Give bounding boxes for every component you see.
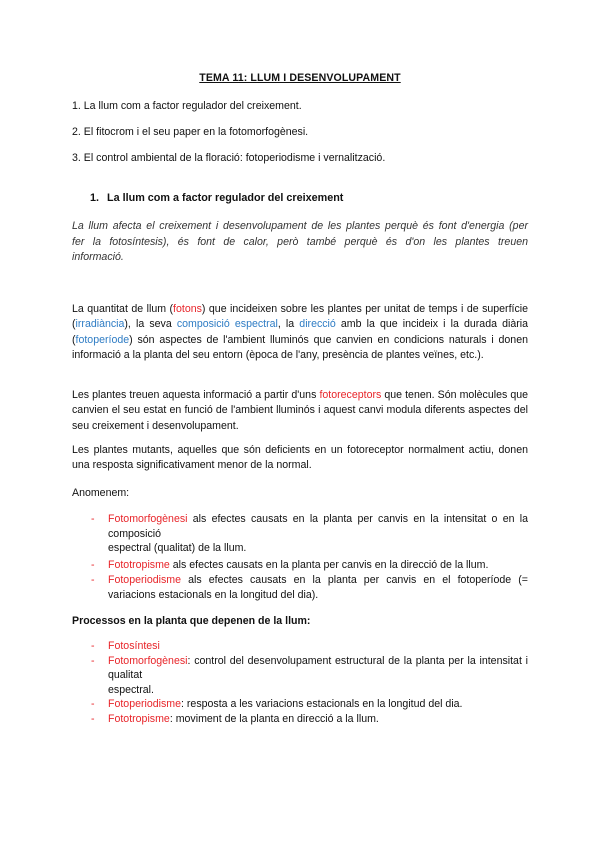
text-run: que tenen. Són molècules que canvien el seu estat en funció de l'ambient lluminós i aquest canvi modula diferents aspectes del seu creixement i desenvolupament.: [72, 389, 529, 432]
paragraph-photoreceptors: [72, 388, 528, 434]
process-text: : moviment de la planta en direcció a la llum.: [169, 712, 379, 725]
toc-item-3: 3. El control ambiental de la floració: fotoperiodisme i vernalització.: [72, 152, 386, 164]
anomenem-label: Anomenem:: [72, 487, 130, 499]
text-run: amb la que incideix i la durada diària (: [72, 318, 528, 346]
term-fototropisme: Fototropisme: [108, 558, 170, 571]
process-continuation: espectral.: [108, 683, 154, 696]
dash-bullet: -: [91, 513, 95, 525]
text-run: La quantitat de llum (: [72, 303, 174, 315]
list-item: [91, 712, 528, 727]
text-run: Les plantes treuen aquesta informació a partir d'uns: [72, 389, 320, 401]
intro-line-1: La llum afecta el creixement i desenvolupament de les plantes perquè és font d'energia (per: [72, 220, 528, 232]
section-heading-text: La llum com a factor regulador del creixement: [107, 192, 344, 204]
term-fotoperiodisme: Fotoperiodisme: [108, 574, 182, 587]
toc-item-2: 2. El fitocrom i el seu paper en la fotomorfogènesi.: [72, 126, 309, 138]
list-item: [91, 573, 528, 602]
processes-list: [91, 639, 528, 727]
intro-line-3: informació.: [72, 251, 124, 264]
intro-paragraph: [72, 219, 528, 266]
definition-text: als efectes causats en la planta per canvis en la direcció de la llum.: [169, 558, 489, 571]
dash-bullet: -: [91, 574, 95, 587]
intro-line-2: fer la fotosíntesis), és font de calor, però també perquè és d'on les plantes treuen: [72, 235, 528, 248]
definition-continuation: espectral (qualitat) de la llum.: [108, 542, 247, 555]
list-item: [91, 512, 528, 556]
dash-bullet: -: [91, 654, 95, 667]
definition-text: als efectes causats en la planta per canvis en la intensitat o en la composició: [108, 513, 528, 540]
process-text: : control del desenvolupament estructural de la planta per la intensitat i qualitat: [108, 654, 528, 682]
keyword-composicio-espectral: composició espectral: [176, 318, 278, 331]
list-item: [91, 558, 528, 573]
process-text: : resposta a les variacions estacionals en la longitud del dia.: [181, 698, 463, 711]
text-run: ) que incideixen sobre les plantes per unitat de temps i de superfície (: [72, 303, 528, 331]
definitions-list: [91, 512, 528, 603]
keyword-direccio: direcció: [299, 318, 336, 331]
list-item: [91, 639, 528, 654]
section-number: 1.: [90, 192, 100, 204]
text-run: ) són aspectes de l'ambient lluminós que canvien en condicions naturals i donen informació a la planta del seu entorn (època de l'any, presència de plantes veïnes, etc.).: [72, 333, 528, 362]
list-item: [91, 697, 528, 712]
paragraph-light-factors: [72, 302, 528, 364]
definition-text: als efectes causats en la planta per canvis en el fotoperíode (= variacions estacionals en la longitud del dia).: [108, 574, 528, 601]
toc-item-1: 1. La llum com a factor regulador del creixement.: [72, 100, 302, 112]
dash-bullet: -: [91, 712, 95, 725]
term-fotomorfogenesi: Fotomorfogènesi: [108, 654, 188, 667]
term-fotoperiodisme: Fotoperiodisme: [108, 698, 182, 711]
dash-bullet: -: [91, 698, 95, 711]
term-fotosintesi: Fotosíntesi: [108, 640, 160, 652]
list-item: [91, 654, 528, 698]
keyword-fotoperiode: fotoperíode: [75, 333, 130, 346]
term-fototropisme: Fototropisme: [108, 712, 170, 725]
page-title: TEMA 11: LLUM I DESENVOLUPAMENT: [199, 72, 401, 84]
dash-bullet: -: [91, 558, 95, 571]
dash-bullet: -: [91, 640, 95, 652]
keyword-irradiancia: irradiància: [75, 318, 125, 331]
text-run: ), la seva: [124, 318, 177, 331]
term-fotomorfogenesi: Fotomorfogènesi: [108, 513, 188, 525]
section-heading: [90, 192, 343, 204]
text-run: , la: [277, 318, 300, 331]
paragraph-mutants: Les plantes mutants, aquelles que són deficients en un fotoreceptor normalment actiu, donen una resposta significativament menor de la normal.: [72, 444, 528, 472]
processes-heading: Processos en la planta que depenen de la llum:: [72, 615, 311, 627]
keyword-fotoreceptors: fotoreceptors: [319, 389, 382, 401]
keyword-fotons: fotons: [173, 303, 202, 315]
